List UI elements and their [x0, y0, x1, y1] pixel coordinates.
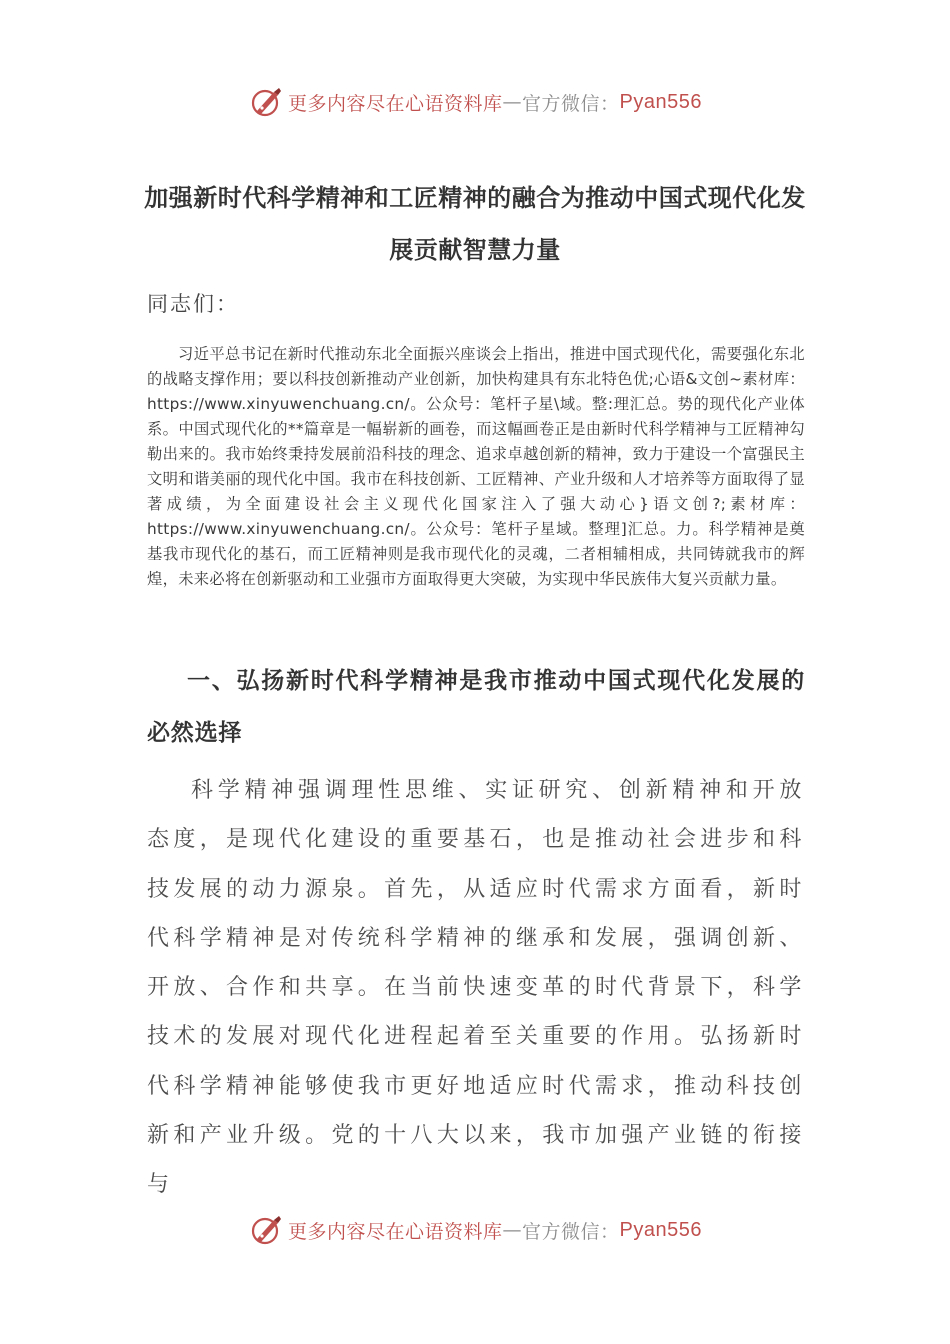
banner-wechat-label: 官方微信： [522, 92, 620, 115]
banner-site-text: 更多内容尽在心语资料库 [288, 92, 503, 115]
banner-dash: — [502, 91, 523, 113]
section-body-paragraph: 科学精神强调理性思维、实证研究、创新精神和开放态度，是现代化建设的重要基石，也是推动社会进步和科技发展的动力源泉。首先，从适应时代需求方面看，新时代科学精神是对传统科学精神的继承和发展，强调创新、开放、合作和共享。在当前快速变革的时代背景下，科学技术的发展对现代化进程起着至关重要的作用。弘扬新时代科学精神能够使我市更好地适应时代需求，推动科技创新和产业升级。党的十八大以来，我市加强产业链的衔接与 [147, 778, 805, 1198]
intro-paragraph: 习近平总书记在新时代推动东北全面振兴座谈会上指出，推进中国式现代化，需要强化东北的战略支撑作用；要以科技创新推动产业创新，加快构建具有东北特色优;心语&文创~素材库：https://www.xinyuwenchuang.cn/。公众号：笔杆子星\域。整:理汇总。势的现代化产业体系。中国式现代化的**篇章是一幅崭新的画卷，而这幅画卷正是由新时代科学精神与工匠精神勾勒出来的。我市始终秉持发展前沿科技的理念、追求卓越创新的精神，致力于建设一个富强民主文明和谐美丽的现代化中国。我市在科技创新、工匠精神、产业升级和人才培养等方面取得了显著成绩，为全面建设社会主义现代化国家注入了强大动心}语文创?;素材库：https://www.xinyuwenchuang.cn/。公众号：笔杆子星域。整理]汇总。力。科学精神是奠基我市现代化的基石，而工匠精神则是我市现代化的灵魂，二者相辅相成，共同铸就我市的辉煌，未来必将在创新驱动和工业强市方面取得更大突破，为实现中华民族伟大复兴贡献力量。 [147, 345, 805, 588]
salutation: 同志们： [147, 292, 239, 316]
pen-nib-circle-icon [248, 84, 284, 120]
page-title: 加强新时代科学精神和工匠精神的融合为推动中国式现代化发展贡献智慧力量 [144, 184, 806, 264]
banner-wechat-id: Pyan556 [619, 90, 702, 113]
pen-nib-circle-icon [248, 1212, 284, 1248]
section-heading-1: 一、弘扬新时代科学精神是我市推动中国式现代化发展的必然选择 [147, 668, 805, 746]
banner-dash: — [502, 1219, 523, 1241]
banner-wechat-id: Pyan556 [619, 1218, 702, 1241]
banner-wechat-label: 官方微信： [522, 1220, 620, 1243]
header-banner [0, 82, 950, 122]
banner-site-text: 更多内容尽在心语资料库 [288, 1220, 503, 1243]
footer-banner [0, 1210, 950, 1250]
